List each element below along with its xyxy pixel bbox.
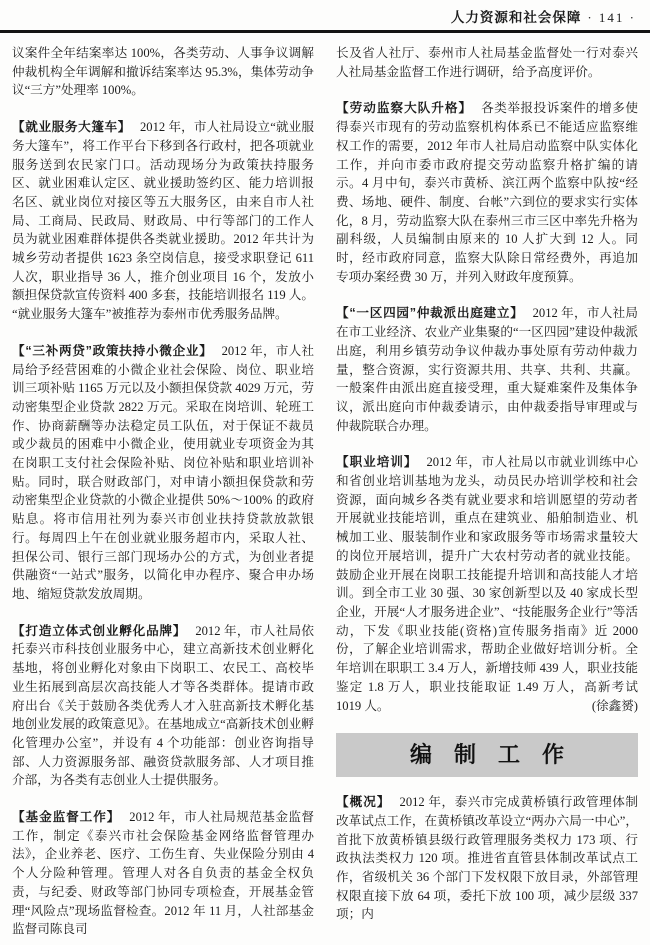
page-header [0, 0, 650, 30]
paragraph-continuation [336, 44, 638, 81]
entry-jiuye-fuwu-dapengche [12, 118, 314, 324]
entry-heading: 【概况】 [336, 795, 391, 810]
entry-heading: 【“三补两贷”政策扶持小微企业】 [12, 343, 213, 358]
running-head-title: 人力资源和社会保障 [450, 10, 582, 25]
text-columns [0, 33, 650, 939]
entry-sanbu-liangdai [12, 342, 314, 604]
entry-heading: 【“一区四园”仲裁派出庭建立】 [336, 306, 524, 321]
section-title-box [336, 733, 638, 777]
paragraph-continuation [12, 44, 314, 100]
entry-heading: 【职业培训】 [336, 455, 418, 470]
entry-body: 2012 年，市人社局在市工业经济、农业产业集聚的“一区四园”建设仲裁派出庭，利用乡镇劳动争议仲裁办事处原有劳动仲裁力量，整合资源，实行资源共用、共享、共利、共赢。一般案件由派出庭直接受理，重大疑难案件及集体争议，派出庭向市仲裁委请示，由仲裁委指导审理或与仲裁院联合办理。 [336, 306, 639, 433]
entry-chuangye-fuhua-pinpai [12, 622, 314, 790]
entry-gaikuang [336, 793, 638, 924]
paragraph-text: 长及省人社厅、泰州市人社局基金监督处一行对泰兴人社局基金监督工作进行调研，给予高度评价。 [336, 46, 638, 79]
page-number: · 141 · [587, 10, 636, 25]
section-title: 编 制 工 作 [409, 741, 564, 767]
column-left [12, 44, 314, 939]
entry-body: 2012 年，市人社局设立“就业服务大篷车”，将工作平台下移到各行政村，把各项就业服务送到农民家门口。活动现场分为政策扶持服务区、就业困难认定区、就业援助签约区、能力培训报名区、就业岗位对接区等五大服务区，由来自市人社局、工商局、民政局、财政局、中行等部门的工作人员为就业困难群体提供各类就业援助。2012 年共计为城乡劳动者提供 1623 条空岗信息，接受求职登记 611 人次，职业指导 36 人，推介创业项目 16 个，发放小额担保贷款宣传资料 400 多套，技能培训报名 119 人。“就业服务大篷车”被推荐为泰州市优秀服务品牌。 [12, 120, 314, 322]
entry-body: 2012 年，市人社局给予经营困难的小微企业社会保险、岗位、职业培训三项补贴 1165 万元以及小额担保贷款 4029 万元，劳动密集型企业贷款 2822 万元。采取在岗培训、轮班工作、协商薪酬等办法稳定员工队伍，对于保证不裁员或少裁员的困难中小微企业，使用就业专项资金为其在岗职工支付社会保险补贴、岗位补贴和职业培训补贴。同时，联合财政部门，对申请小额担保贷款和劳动密集型企业贷款的小微企业提供 50%～100% 的政府贴息。将市信用社列为泰兴市创业扶持贷款放款银行。每周四上午在创业就业服务超市内，采取人社、担保公司、银行三部门现场办公的方式，为创业者提供融资“一站式”服务，以简化申办程序、聚合申办场地、缩短贷款发放周期。 [12, 343, 315, 601]
entry-jijin-jiandu [12, 808, 314, 939]
entry-heading: 【基金监督工作】 [12, 810, 121, 825]
entry-body: 2012 年，市人社局以市就业训练中心和省创业培训基地为龙头，动员民办培训学校和社会资源，面向城乡各类有就业要求和培训愿望的劳动者开展就业技能培训，重点在建筑业、船舶制造业、机械加工业、服装制作业和家政服务等市场需求量较大的岗位开展培训，提升广大农村劳动者的就业技能。鼓励企业开展在岗职工技能提升培训和高技能人才培训。到全市工业 30 强、30 家创新型以及 40 家成长型企业，开展“人才服务进企业”、“技能服务企业行”等活动，下发《职业技能(资格)宣传服务指南》近 2000 份，了解企业培训需求，帮助企业做好培训分析。全年培训在职职工 3.4 万人，新增技师 439 人，职业技能鉴定 1.8 万人，职业技能取证 1.49 万人，高新考试 1019 人。 [336, 455, 638, 713]
entry-body: 2012 年，市人社局规范基金监督工作，制定《泰兴市社会保险基金网络监督管理办法》，企业养老、医疗、工伤生育、失业保险分别由 4 个人分险种管理。管理人对各自负责的基金全权负责，与纪委、财政等部门协同专项检查，开展基金管理“风险点”现场监督检查。2012 年 11 月，人社部基金监督司陈良司 [12, 810, 314, 937]
entry-heading: 【就业服务大篷车】 [12, 120, 131, 135]
entry-body: 2012 年，泰兴市完成黄桥镇行政管理体制改革试点工作，在黄桥镇改革设立“两办六局一中心”，首批下放黄桥镇县级行政管理服务类权力 173 项、行政执法类权力 120 项。推进省直管县体制改革试点工作，省级机关 36 个部门下发权限下放目录，外部管理权限直接下放 64 项，委托下放 100 项，减少层级 337 项；内 [336, 795, 638, 922]
entry-body: 2012 年，市人社局依托泰兴市科技创业服务中心，建立高新技术创业孵化基地，将创业孵化对象由下岗职工、农民工、高校毕业生拓展到高层次高技能人才等各类群体。提请市政府出台《关于鼓励各类优秀人才入驻高新技术孵化基地创业发展的政策意见》。在基地成立“高新技术创业孵化管理办公室”，并设有 4 个功能部：创业咨询指导部、人力资源服务部、融资贷款服务部、人才项目推介部，为各类有志创业人士提供服务。 [12, 623, 315, 788]
column-right [336, 44, 638, 939]
paragraph-text: 议案件全年结案率达 100%，各类劳动、人事争议调解仲裁机构全年调解和撤诉结案率达 95.3%，集体劳动争议“三方”处理率 100%。 [12, 46, 314, 98]
entry-laodong-jiancha-shengge [336, 99, 638, 286]
author-attribution: (徐鑫赟) [591, 698, 638, 713]
entry-heading: 【劳动监察大队升格】 [336, 101, 473, 116]
entry-zhiye-peixun [336, 453, 638, 715]
entry-body: 各类举报投诉案件的增多使得泰兴市现有的劳动监察机构体系已不能适应监察维权工作的需要，2012 年市人社局启动监察中队实体化工作，并向市委市政府提交劳动监察升格扩编的请示。4 月中旬，泰兴市黄桥、滨江两个监察中队按“经费、场地、硬件、制度、台帐”六到位的要求实行实体化，8 月，劳动监察大队在泰州三市三区中率先升格为副科级，人员编制由原来的 10 人扩大到 12 人。同时，经市政府同意，监察大队除日常经费外，再追加专项办案经费 30 万，并列入财政年度预算。 [336, 101, 639, 284]
entry-yiqu-siyuan-zhongcai [336, 304, 638, 435]
entry-heading: 【打造立体式创业孵化品牌】 [12, 623, 187, 638]
